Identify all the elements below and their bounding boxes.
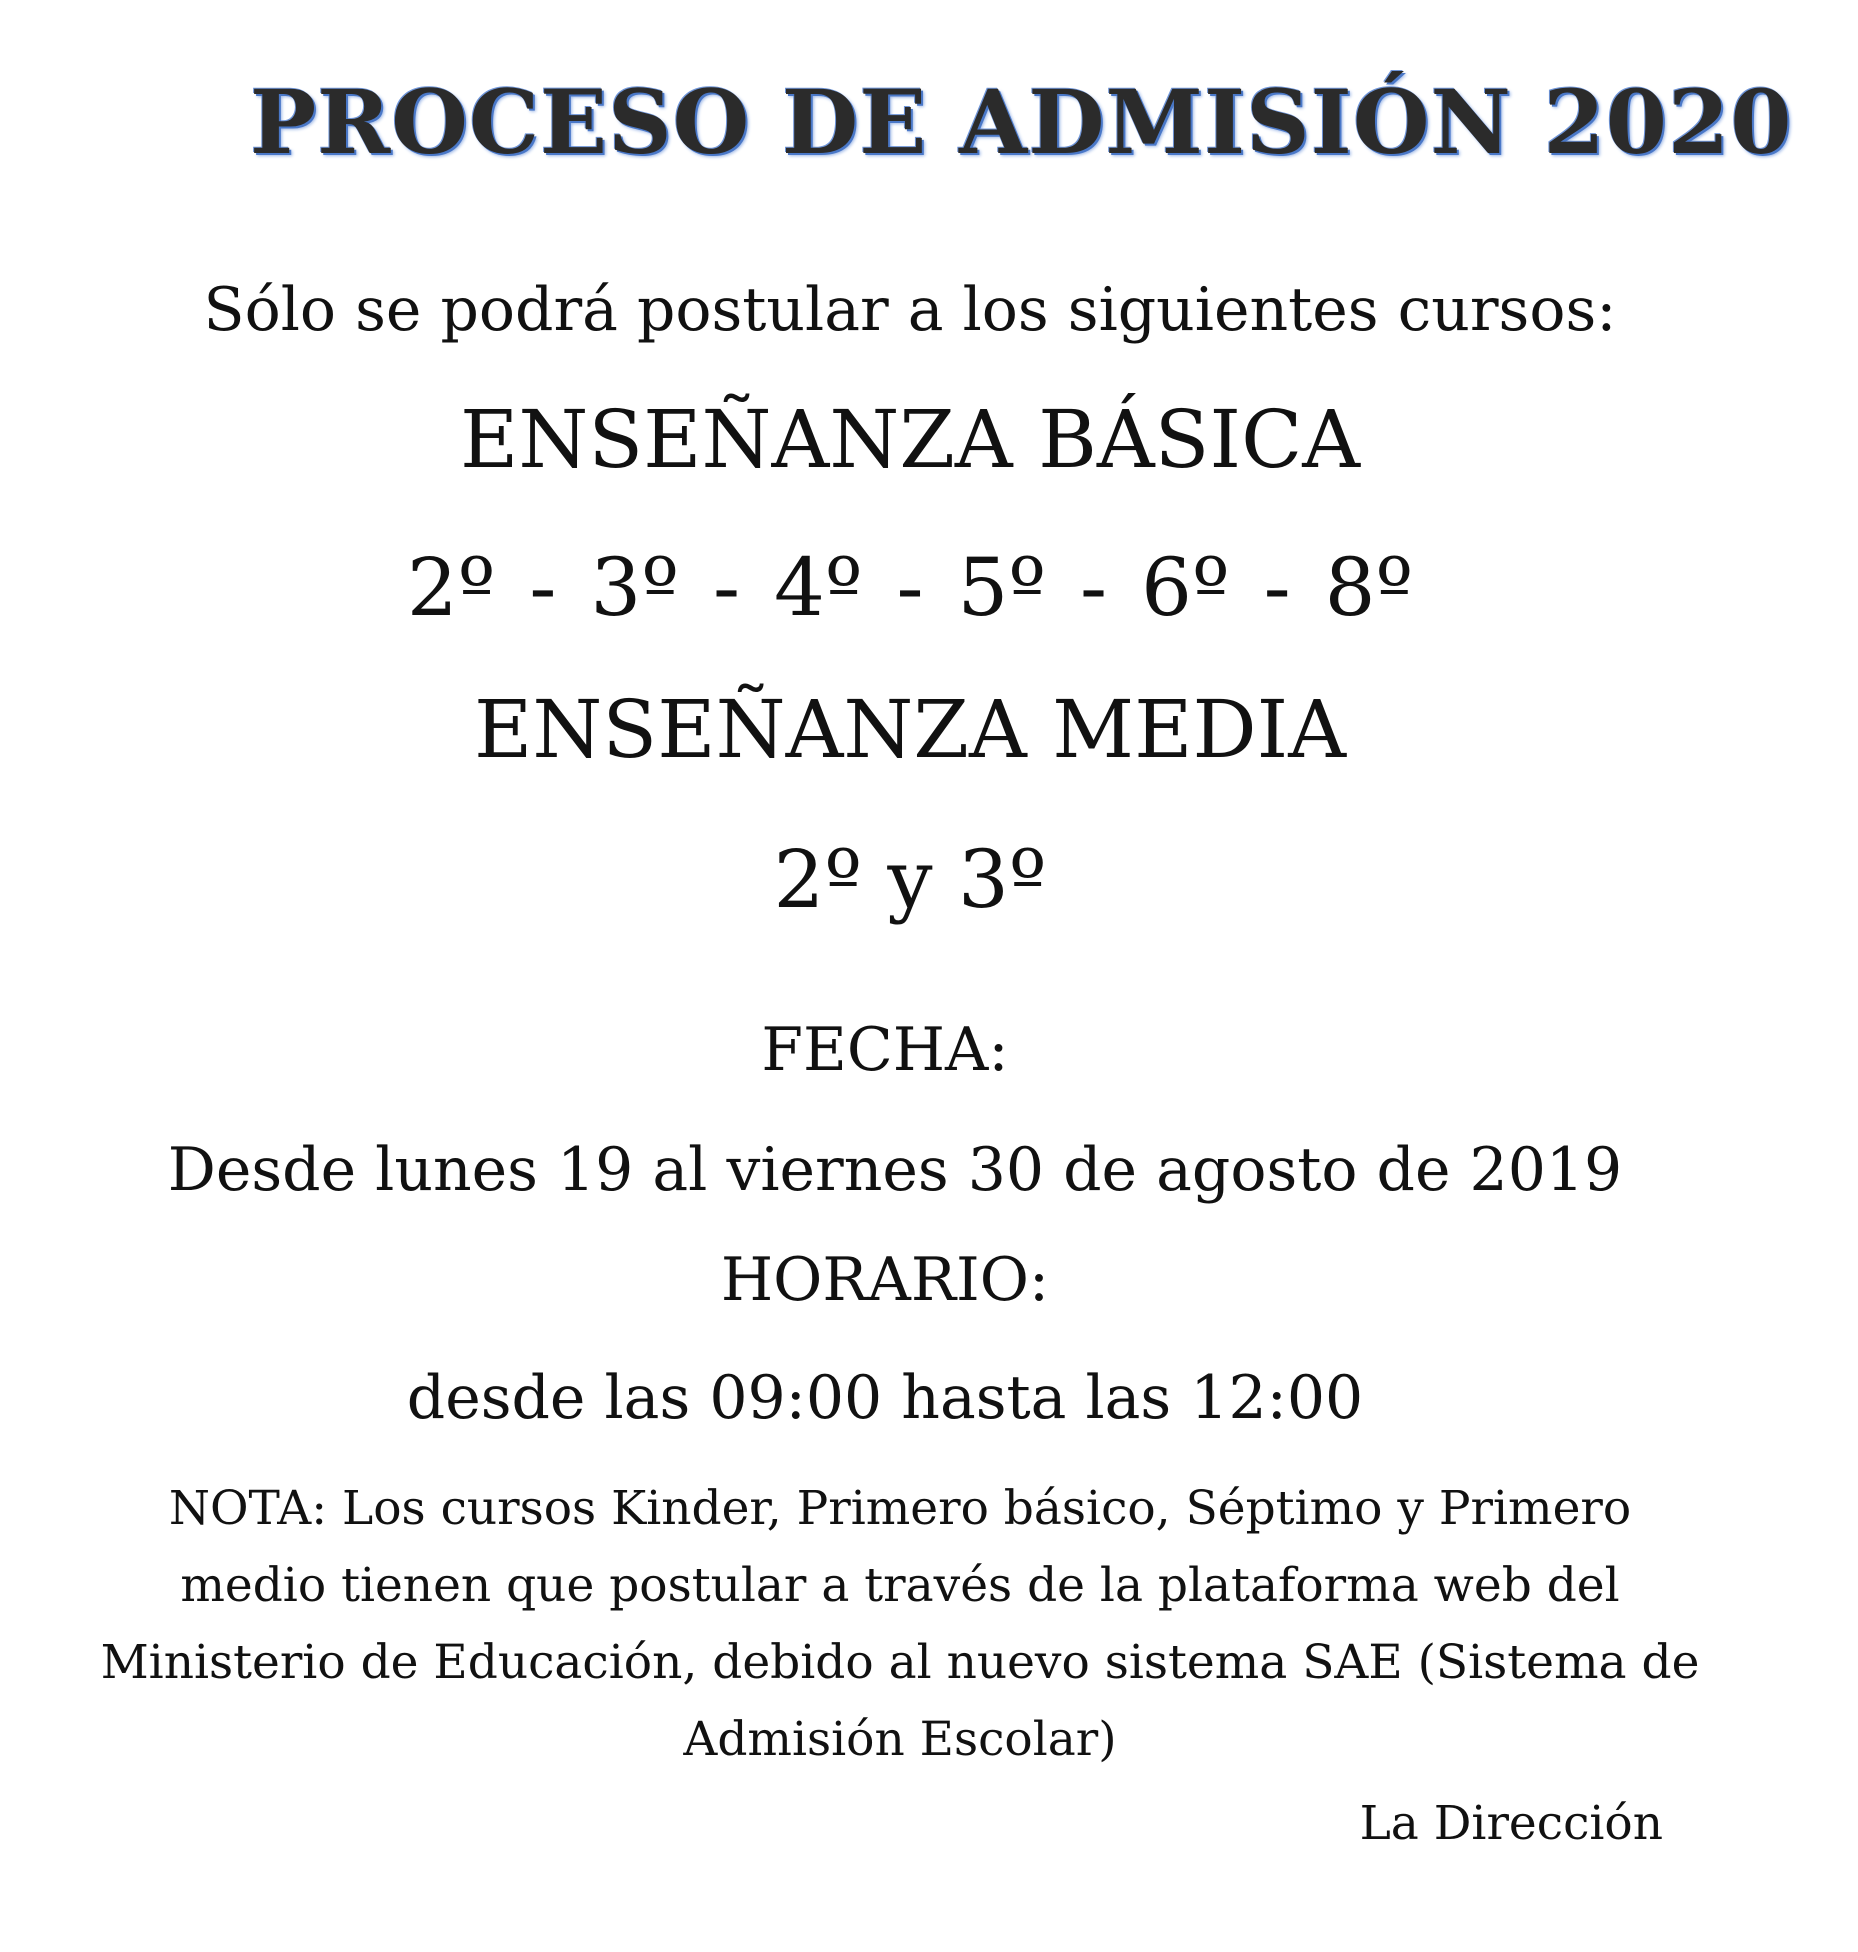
basica-grades (0, 541, 1820, 634)
fecha-label: FECHA: (761, 1015, 1009, 1085)
horario-label: HORARIO: (720, 1245, 1050, 1315)
basica-grade: 6º (1141, 541, 1230, 634)
basica-heading: ENSEÑANZA BÁSICA (459, 393, 1361, 486)
grade-separator: - (529, 541, 557, 634)
grade-separator: - (1263, 541, 1291, 634)
grade-separator: - (712, 541, 740, 634)
fecha-value: Desde lunes 19 al viernes 30 de agosto de 2019 (167, 1135, 1623, 1205)
signature: La Dirección (1359, 1796, 1663, 1851)
note-paragraph: NOTA: Los cursos Kinder, Primero básico, Séptimo y Primero medio tienen que postular a través de la plataforma web del Ministerio de Educación, debido al nuevo sistema SAE (Sistema de Admisión Escolar) (100, 1481, 1700, 1767)
basica-grade: 4º (773, 541, 863, 634)
grade-separator: - (1080, 541, 1108, 634)
media-grades: 2º y 3º (773, 833, 1047, 926)
page-title: PROCESO DE ADMISIÓN 2020 (250, 70, 1793, 174)
basica-grade: 3º (590, 541, 679, 634)
basica-grade: 8º (1324, 541, 1414, 634)
horario-value: desde las 09:00 hasta las 12:00 (406, 1363, 1364, 1433)
basica-grade: 2º (406, 541, 496, 634)
intro-text: Sólo se podrá postular a los siguientes cursos: (203, 275, 1617, 345)
basica-grade: 5º (957, 541, 1047, 634)
grade-separator: - (896, 541, 924, 634)
media-heading: ENSEÑANZA MEDIA (474, 683, 1346, 776)
